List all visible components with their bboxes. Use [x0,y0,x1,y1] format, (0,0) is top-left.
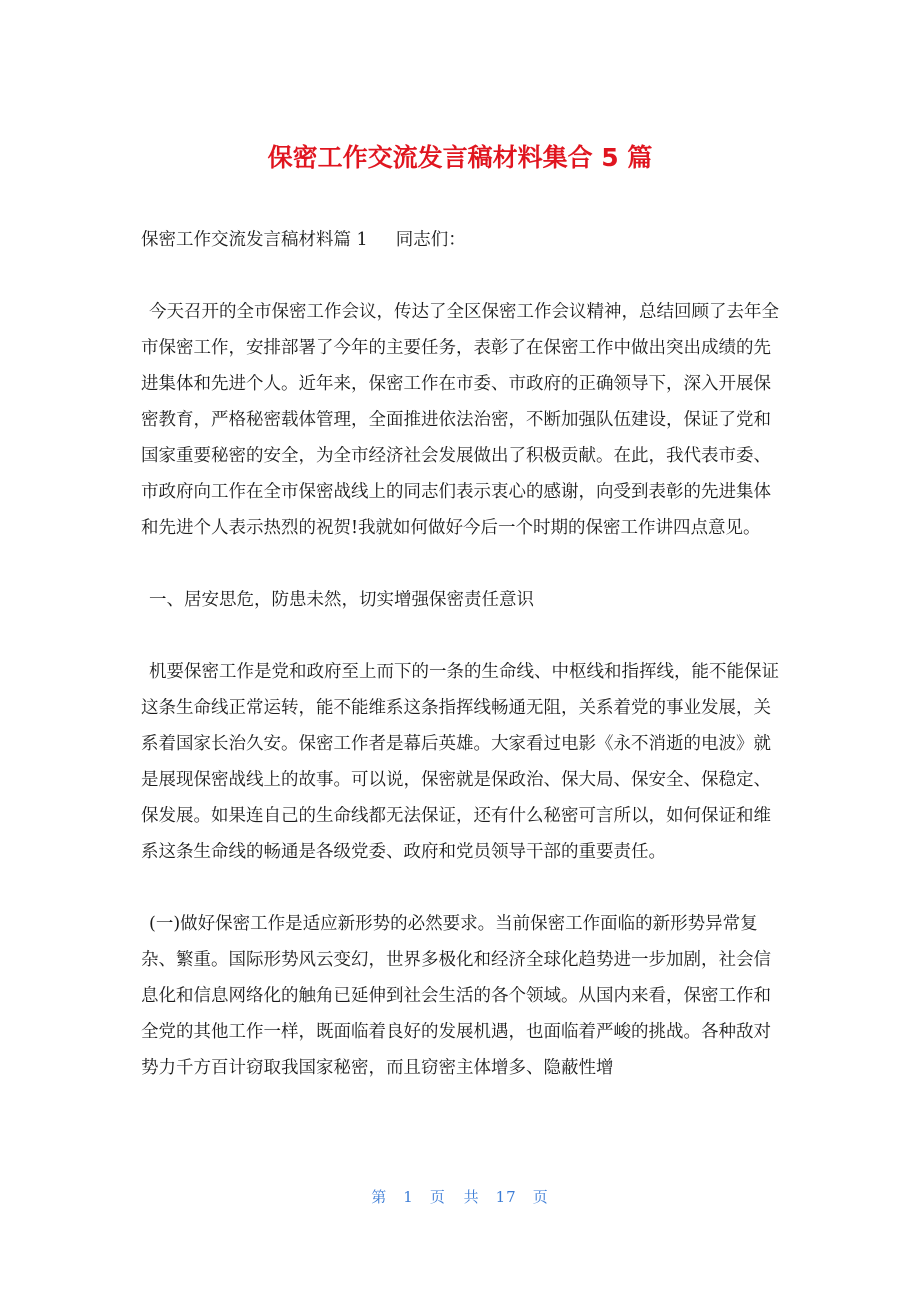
section-heading-one: 一、居安思危，防患未然，切实增强保密责任意识 [149,590,534,610]
greeting: 同志们： [395,230,466,250]
footer-label-of: 页 共 [429,1188,480,1206]
document-title: 保密工作交流发言稿材料集合 5 篇 [267,143,653,172]
footer-current-page: 1 [403,1188,414,1206]
footer-label-page: 第 [371,1188,388,1206]
section-subtitle: 保密工作交流发言稿材料篇 1 [141,230,368,250]
footer-label-pages: 页 [532,1188,549,1206]
document-body [141,222,781,1086]
footer-total-pages: 17 [495,1188,517,1206]
paragraph-lifeline: 机要保密工作是党和政府至上而下的一条的生命线、中枢线和指挥线，能不能保证这条生命线正常运转，能不能维系这条指挥线畅通无阻，关系着党的事业发展，关系着国家长治久安。保密工作者是幕后英雄。大家看过电影《永不消逝的电波》就是展现保密战线上的故事。可以说，保密就是保政治、保大局、保安全、保稳定、保发展。如果连自己的生命线都无法保证，还有什么秘密可言所以，如何保证和维系这条生命线的畅通是各级党委、政府和党员领导干部的重要责任。 [141,662,779,862]
paragraph-intro: 今天召开的全市保密工作会议，传达了全区保密工作会议精神，总结回顾了去年全市保密工作，安排部署了今年的主要任务，表彰了在保密工作中做出突出成绩的先进集体和先进个人。近年来，保密工作在市委、市政府的正确领导下，深入开展保密教育，严格秘密载体管理，全面推进依法治密，不断加强队伍建设，保证了党和国家重要秘密的安全，为全市经济社会发展做出了积极贡献。在此，我代表市委、市政府向工作在全市保密战线上的同志们表示衷心的感谢，向受到表彰的先进集体和先进个人表示热烈的祝贺!我就如何做好今后一个时期的保密工作讲四点意见。 [141,302,779,538]
section-heading-line [141,222,781,258]
paragraph-new-situation: (一)做好保密工作是适应新形势的必然要求。当前保密工作面临的新形势异常复杂、繁重。国际形势风云变幻，世界多极化和经济全球化趋势进一步加剧，社会信息化和信息网络化的触角已延伸到社会生活的各个领域。从国内来看，保密工作和全党的其他工作一样，既面临着良好的发展机遇，也面临着严峻的挑战。各种敌对势力千方百计窃取我国家秘密，而且窃密主体增多、隐蔽性增 [141,914,771,1078]
page-footer [0,1186,920,1207]
